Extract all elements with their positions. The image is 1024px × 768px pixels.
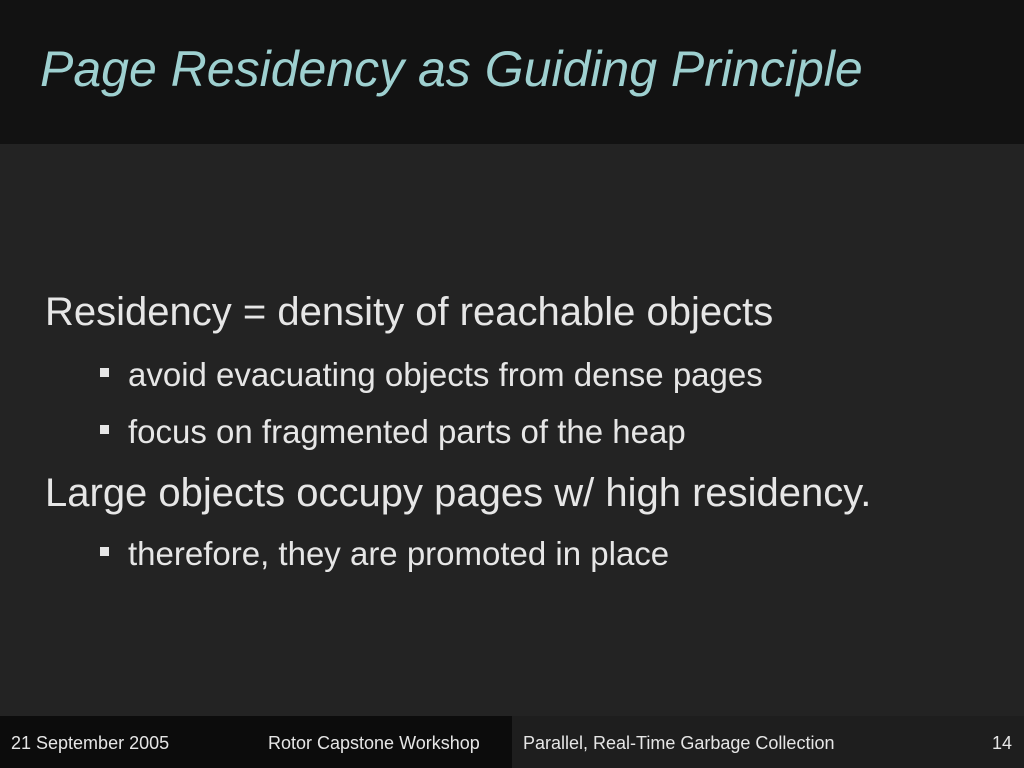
sub-bullet-text: focus on fragmented parts of the heap: [128, 413, 686, 450]
sub-bullet-text: avoid evacuating objects from dense pages: [128, 356, 763, 393]
square-bullet-icon: [100, 547, 109, 556]
slide-body: [0, 144, 1024, 716]
page-number: 14: [992, 733, 1013, 753]
sub-bullet-text: therefore, they are promoted in place: [128, 535, 670, 572]
sub-bullet-1-2: [100, 413, 686, 451]
sub-bullet-1-1: [100, 356, 763, 394]
footer: [0, 716, 1024, 768]
square-bullet-icon: [100, 368, 109, 377]
bullet-point-2: Large objects occupy pages w/ high residency.: [45, 471, 872, 515]
footer-left-panel: [0, 716, 512, 768]
footer-date: 21 September 2005: [11, 733, 170, 753]
title-bar: [0, 0, 1024, 144]
bullet-point-1: Residency = density of reachable objects: [45, 290, 774, 334]
square-bullet-icon: [100, 425, 109, 434]
footer-talk-title: Parallel, Real-Time Garbage Collection: [523, 733, 835, 753]
sub-bullet-2-1: [100, 535, 669, 573]
slide-title: Page Residency as Guiding Principle: [40, 41, 863, 97]
footer-event: Rotor Capstone Workshop: [268, 733, 480, 753]
footer-right-panel: [512, 716, 1024, 768]
